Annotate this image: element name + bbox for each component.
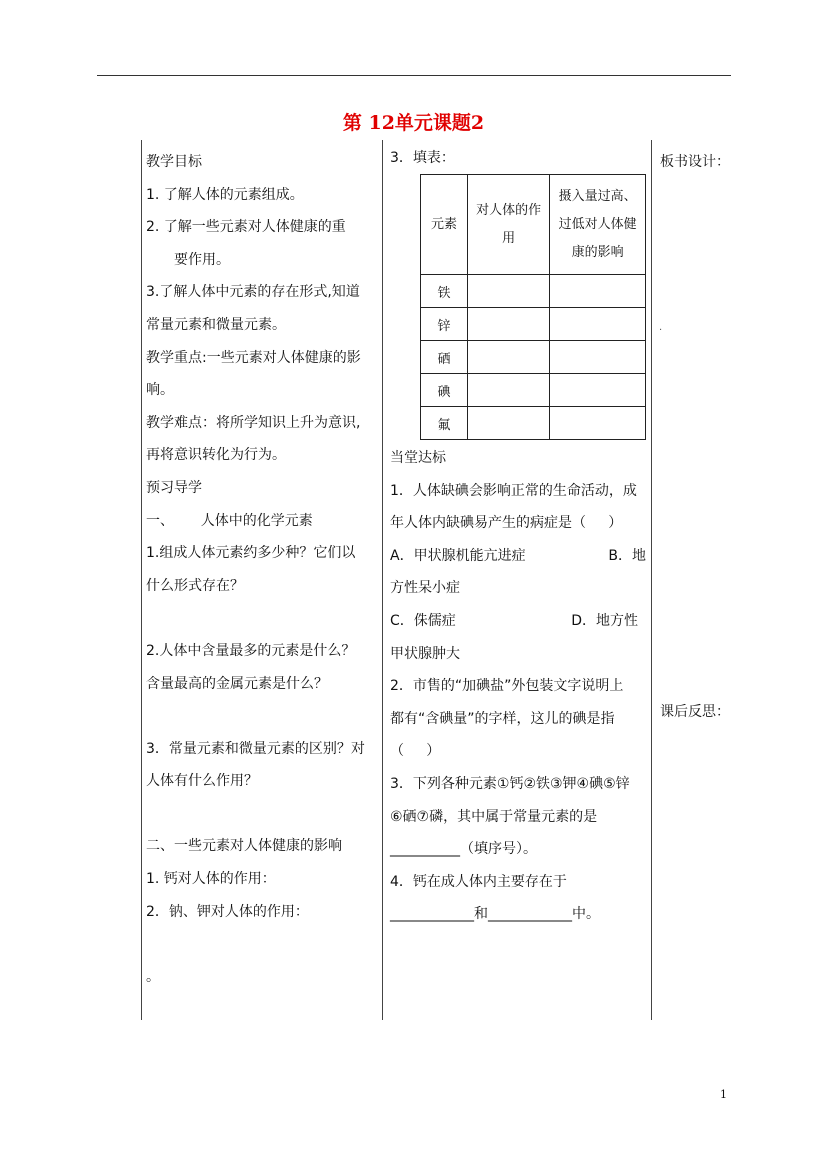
table-header-row	[421, 175, 646, 275]
left-line: 。	[146, 968, 160, 985]
left-blank	[146, 798, 378, 831]
left-line: 再将意识转化为行为。	[146, 447, 286, 464]
right-column	[660, 146, 780, 728]
left-line: 响。	[146, 382, 174, 399]
board-design-label: 板书设计：	[660, 154, 730, 170]
question-3-answer-blank[interactable]: __________（填序号）。	[390, 841, 537, 858]
left-line: 常量元素和微量元素。	[146, 316, 286, 333]
question-1-line: 年人体内缺碘易产生的病症是（ ）	[390, 515, 623, 532]
option-b-continued: 方性呆小症	[390, 580, 460, 597]
left-line: 要作用。	[174, 251, 230, 268]
left-line: 什么形式存在？	[146, 577, 244, 594]
question-1-line: 1．人体缺碘会影响正常的生命活动，成	[390, 482, 637, 499]
left-line: 1. 钙对人体的作用：	[146, 871, 276, 888]
table-cell-element: 碘	[421, 374, 468, 407]
table-cell-blank[interactable]	[468, 407, 550, 440]
left-line: 教学目标	[146, 154, 202, 170]
fill-table-label: 3．填表：	[390, 150, 455, 166]
section-heading: 当堂达标	[390, 450, 446, 466]
question-3-line: ⑥硒⑦磷，其中属于常量元素的是	[390, 808, 598, 825]
table-cell-blank[interactable]	[550, 341, 646, 374]
table-cell-element: 铁	[421, 275, 468, 308]
column-divider-left	[141, 140, 142, 1020]
column-divider-middle-right	[651, 140, 652, 1020]
table-row	[421, 374, 646, 407]
table-cell-blank[interactable]	[468, 341, 550, 374]
page-number: 1	[720, 1088, 727, 1101]
reflection-label: 课后反思：	[660, 703, 730, 720]
left-blank	[146, 700, 378, 733]
stray-mark: .	[659, 322, 663, 333]
table-cell-element: 氟	[421, 407, 468, 440]
left-line: 1.组成人体元素约多少种？它们以	[146, 545, 356, 562]
table-row	[421, 308, 646, 341]
left-line: 含量最高的金属元素是什么？	[146, 675, 328, 692]
left-line: 2．钠、钾对人体的作用：	[146, 903, 309, 920]
board-design-area	[660, 179, 780, 696]
left-line: 教学重点:一些元素对人体健康的影	[146, 349, 361, 366]
table-cell-blank[interactable]	[550, 407, 646, 440]
question-4-answer-blanks[interactable]: ____________和____________中。	[390, 906, 600, 923]
question-1-options-ab	[390, 540, 646, 573]
table-cell-blank[interactable]	[468, 308, 550, 341]
question-1-options-cd	[390, 605, 646, 638]
top-rule	[97, 75, 731, 76]
option-b[interactable]: B．地	[608, 547, 646, 564]
column-divider-middle-left	[382, 140, 383, 1020]
table-header-effect: 摄入量过高、过低对人体健康的影响	[550, 175, 646, 275]
option-c[interactable]: C．侏儒症	[390, 612, 456, 629]
table-row	[421, 341, 646, 374]
table-cell-element: 锌	[421, 308, 468, 341]
question-4-line: 4．钙在成人体内主要存在于	[390, 873, 567, 890]
left-line: 二、一些元素对人体健康的影响	[146, 838, 342, 855]
left-line: 3.了解人体中元素的存在形式,知道	[146, 284, 360, 301]
option-a[interactable]: A．甲状腺机能亢进症	[390, 547, 526, 564]
left-blank	[146, 928, 378, 961]
table-cell-blank[interactable]	[550, 374, 646, 407]
table-cell-element: 硒	[421, 341, 468, 374]
left-line: 2.人体中含量最多的元素是什么？	[146, 642, 356, 659]
table-cell-blank[interactable]	[550, 275, 646, 308]
left-line: 一、 人体中的化学元素	[146, 512, 313, 529]
table-row	[421, 275, 646, 308]
fill-table	[420, 174, 646, 440]
table-cell-blank[interactable]	[468, 374, 550, 407]
table-cell-blank[interactable]	[468, 275, 550, 308]
left-line: 3．常量元素和微量元素的区别？对	[146, 740, 365, 757]
option-d-continued: 甲状腺肿大	[390, 645, 460, 662]
option-d[interactable]: D．地方性	[571, 612, 638, 629]
question-2-line: 2．市售的“加碘盐”外包装文字说明上	[390, 678, 624, 695]
question-2-line: （ ）	[390, 743, 441, 760]
table-header-element: 元素	[421, 175, 468, 275]
left-line: 2. 了解一些元素对人体健康的重	[146, 219, 346, 236]
left-blank	[146, 602, 378, 635]
question-3-line: 3．下列各种元素①钙②铁③钾④碘⑤锌	[390, 775, 630, 792]
table-row	[421, 407, 646, 440]
left-line: 人体有什么作用？	[146, 773, 258, 790]
page-title: 第 12单元课题2	[342, 112, 485, 134]
left-line: 1. 了解人体的元素组成。	[146, 186, 304, 203]
table-header-role: 对人体的作用	[468, 175, 550, 275]
left-column	[146, 146, 378, 993]
table-cell-blank[interactable]	[550, 308, 646, 341]
middle-column	[390, 146, 646, 931]
left-line: 预习导学	[146, 479, 202, 496]
question-2-line: 都有“含碘量”的字样，这儿的碘是指	[390, 710, 615, 727]
left-line: 教学难点：将所学知识上升为意识,	[146, 414, 361, 431]
